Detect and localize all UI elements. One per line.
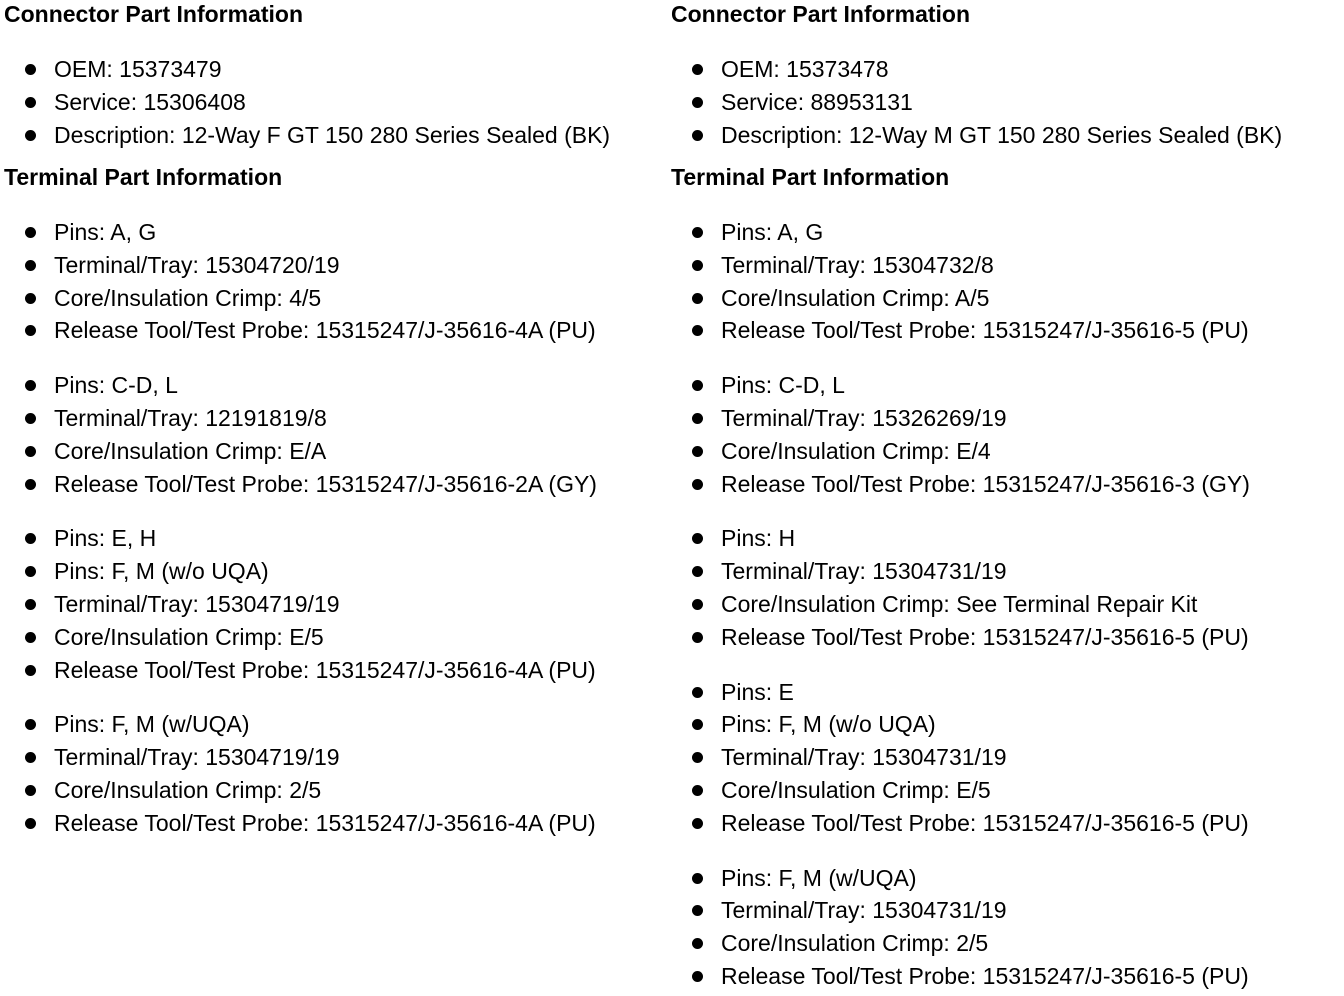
bullet-icon — [692, 905, 703, 916]
bullet-icon — [25, 130, 36, 141]
list-item-text: Release Tool/Test Probe: 15315247/J-35616-5 (PU) — [721, 963, 1249, 989]
bullet-icon — [692, 873, 703, 884]
list-item-text: Terminal/Tray: 15304731/19 — [721, 744, 1007, 771]
list-item-text: Core/Insulation Crimp: E/A — [54, 437, 327, 464]
list-item-text: Terminal/Tray: 15304719/19 — [54, 591, 340, 617]
bullet-icon — [692, 687, 703, 698]
bullet-icon — [25, 533, 36, 544]
list-item-text: Pins: F, M (w/UQA) — [721, 864, 917, 891]
bullet-icon — [692, 533, 703, 544]
list-item-text: Pins: A, G — [54, 219, 157, 245]
bullet-icon — [692, 818, 703, 829]
bullet-icon — [692, 632, 703, 643]
bullet-icon — [692, 325, 703, 336]
bullet-icon — [692, 938, 703, 949]
bullet-icon — [692, 719, 703, 730]
list-item-text: Description: 12-Way F GT 150 280 Series Sealed (BK) — [54, 121, 611, 148]
list-item-text: Release Tool/Test Probe: 15315247/J-35616-5 (PU) — [721, 623, 1249, 650]
list-item-text: Pins: C-D, L — [54, 372, 178, 399]
bullet-icon — [25, 446, 36, 457]
connector-heading: Connector Part Information — [671, 1, 971, 27]
list-item-text: Pins: H — [721, 525, 796, 552]
bullet-icon — [692, 97, 703, 108]
bullet-icon — [25, 566, 36, 577]
list-item-text: Core/Insulation Crimp: 2/5 — [721, 930, 989, 957]
bullet-icon — [25, 785, 36, 796]
list-item-text: Service: 88953131 — [721, 88, 913, 115]
list-item-text: Terminal/Tray: 15304720/19 — [54, 251, 340, 278]
list-item-text: Release Tool/Test Probe: 15315247/J-35616-4A (PU) — [54, 809, 596, 836]
list-item-text: Release Tool/Test Probe: 15315247/J-35616-4A (PU) — [54, 317, 596, 344]
bullet-icon — [692, 566, 703, 577]
bullet-icon — [692, 479, 703, 490]
bullet-icon — [692, 752, 703, 763]
bullet-icon — [692, 260, 703, 271]
list-item-text: Pins: A, G — [721, 219, 824, 245]
bullet-icon — [25, 632, 36, 643]
list-item-text: Description: 12-Way M GT 150 280 Series Sealed (BK) — [721, 121, 1283, 148]
list-item-text: Terminal/Tray: 15304731/19 — [721, 558, 1007, 585]
list-item-text: Pins: E, H — [54, 525, 157, 552]
list-item-text: Core/Insulation Crimp: A/5 — [721, 284, 990, 311]
list-item-text: Pins: F, M (w/o UQA) — [54, 558, 269, 585]
bullet-icon — [692, 64, 703, 75]
bullet-icon — [692, 380, 703, 391]
list-item-text: Pins: C-D, L — [721, 372, 845, 399]
list-item-text: Release Tool/Test Probe: 15315247/J-35616-2A (GY) — [54, 470, 597, 497]
list-item-text: Pins: E — [721, 678, 794, 705]
list-item-text: Core/Insulation Crimp: E/5 — [54, 623, 324, 650]
list-item-text: Core/Insulation Crimp: 4/5 — [54, 284, 322, 311]
connector-heading: Connector Part Information — [4, 1, 304, 27]
bullet-icon — [25, 818, 36, 829]
bullet-icon — [25, 719, 36, 730]
list-item-text: Terminal/Tray: 15304719/19 — [54, 744, 340, 771]
list-item-text: OEM: 15373479 — [54, 56, 222, 82]
terminal-heading: Terminal Part Information — [4, 164, 283, 190]
terminal-heading: Terminal Part Information — [671, 164, 950, 190]
list-item-text: Release Tool/Test Probe: 15315247/J-35616-3 (GY) — [721, 470, 1250, 497]
list-item-text: Service: 15306408 — [54, 88, 246, 115]
list-item-text: Terminal/Tray: 15304731/19 — [721, 897, 1007, 924]
list-item-text: OEM: 15373478 — [721, 56, 889, 82]
list-item-text: Terminal/Tray: 15326269/19 — [721, 405, 1007, 431]
bullet-icon — [692, 446, 703, 457]
bullet-icon — [25, 413, 36, 424]
list-item-text: Release Tool/Test Probe: 15315247/J-35616-4A (PU) — [54, 656, 596, 683]
list-item-text: Pins: F, M (w/o UQA) — [721, 711, 936, 738]
list-item-text: Core/Insulation Crimp: 2/5 — [54, 777, 322, 803]
list-item-text: Terminal/Tray: 15304732/8 — [721, 251, 994, 278]
bullet-icon — [25, 665, 36, 676]
bullet-icon — [25, 599, 36, 610]
list-item-text: Terminal/Tray: 12191819/8 — [54, 405, 327, 431]
bullet-icon — [692, 599, 703, 610]
bullet-icon — [692, 785, 703, 796]
list-item-text: Core/Insulation Crimp: See Terminal Repair Kit — [721, 591, 1198, 617]
bullet-icon — [692, 293, 703, 304]
bullet-icon — [25, 325, 36, 336]
bullet-icon — [25, 752, 36, 763]
list-item-text: Core/Insulation Crimp: E/5 — [721, 777, 991, 803]
bullet-icon — [25, 380, 36, 391]
bullet-icon — [25, 293, 36, 304]
bullet-icon — [25, 260, 36, 271]
list-item-text: Release Tool/Test Probe: 15315247/J-35616-5 (PU) — [721, 809, 1249, 836]
bullet-icon — [25, 97, 36, 108]
bullet-icon — [25, 64, 36, 75]
bullet-icon — [692, 227, 703, 238]
bullet-icon — [692, 971, 703, 982]
list-item-text: Core/Insulation Crimp: E/4 — [721, 437, 991, 464]
list-item-text: Release Tool/Test Probe: 15315247/J-35616-5 (PU) — [721, 317, 1249, 344]
bullet-icon — [25, 479, 36, 490]
bullet-icon — [692, 413, 703, 424]
bullet-icon — [25, 227, 36, 238]
bullet-icon — [692, 130, 703, 141]
list-item-text: Pins: F, M (w/UQA) — [54, 711, 250, 738]
